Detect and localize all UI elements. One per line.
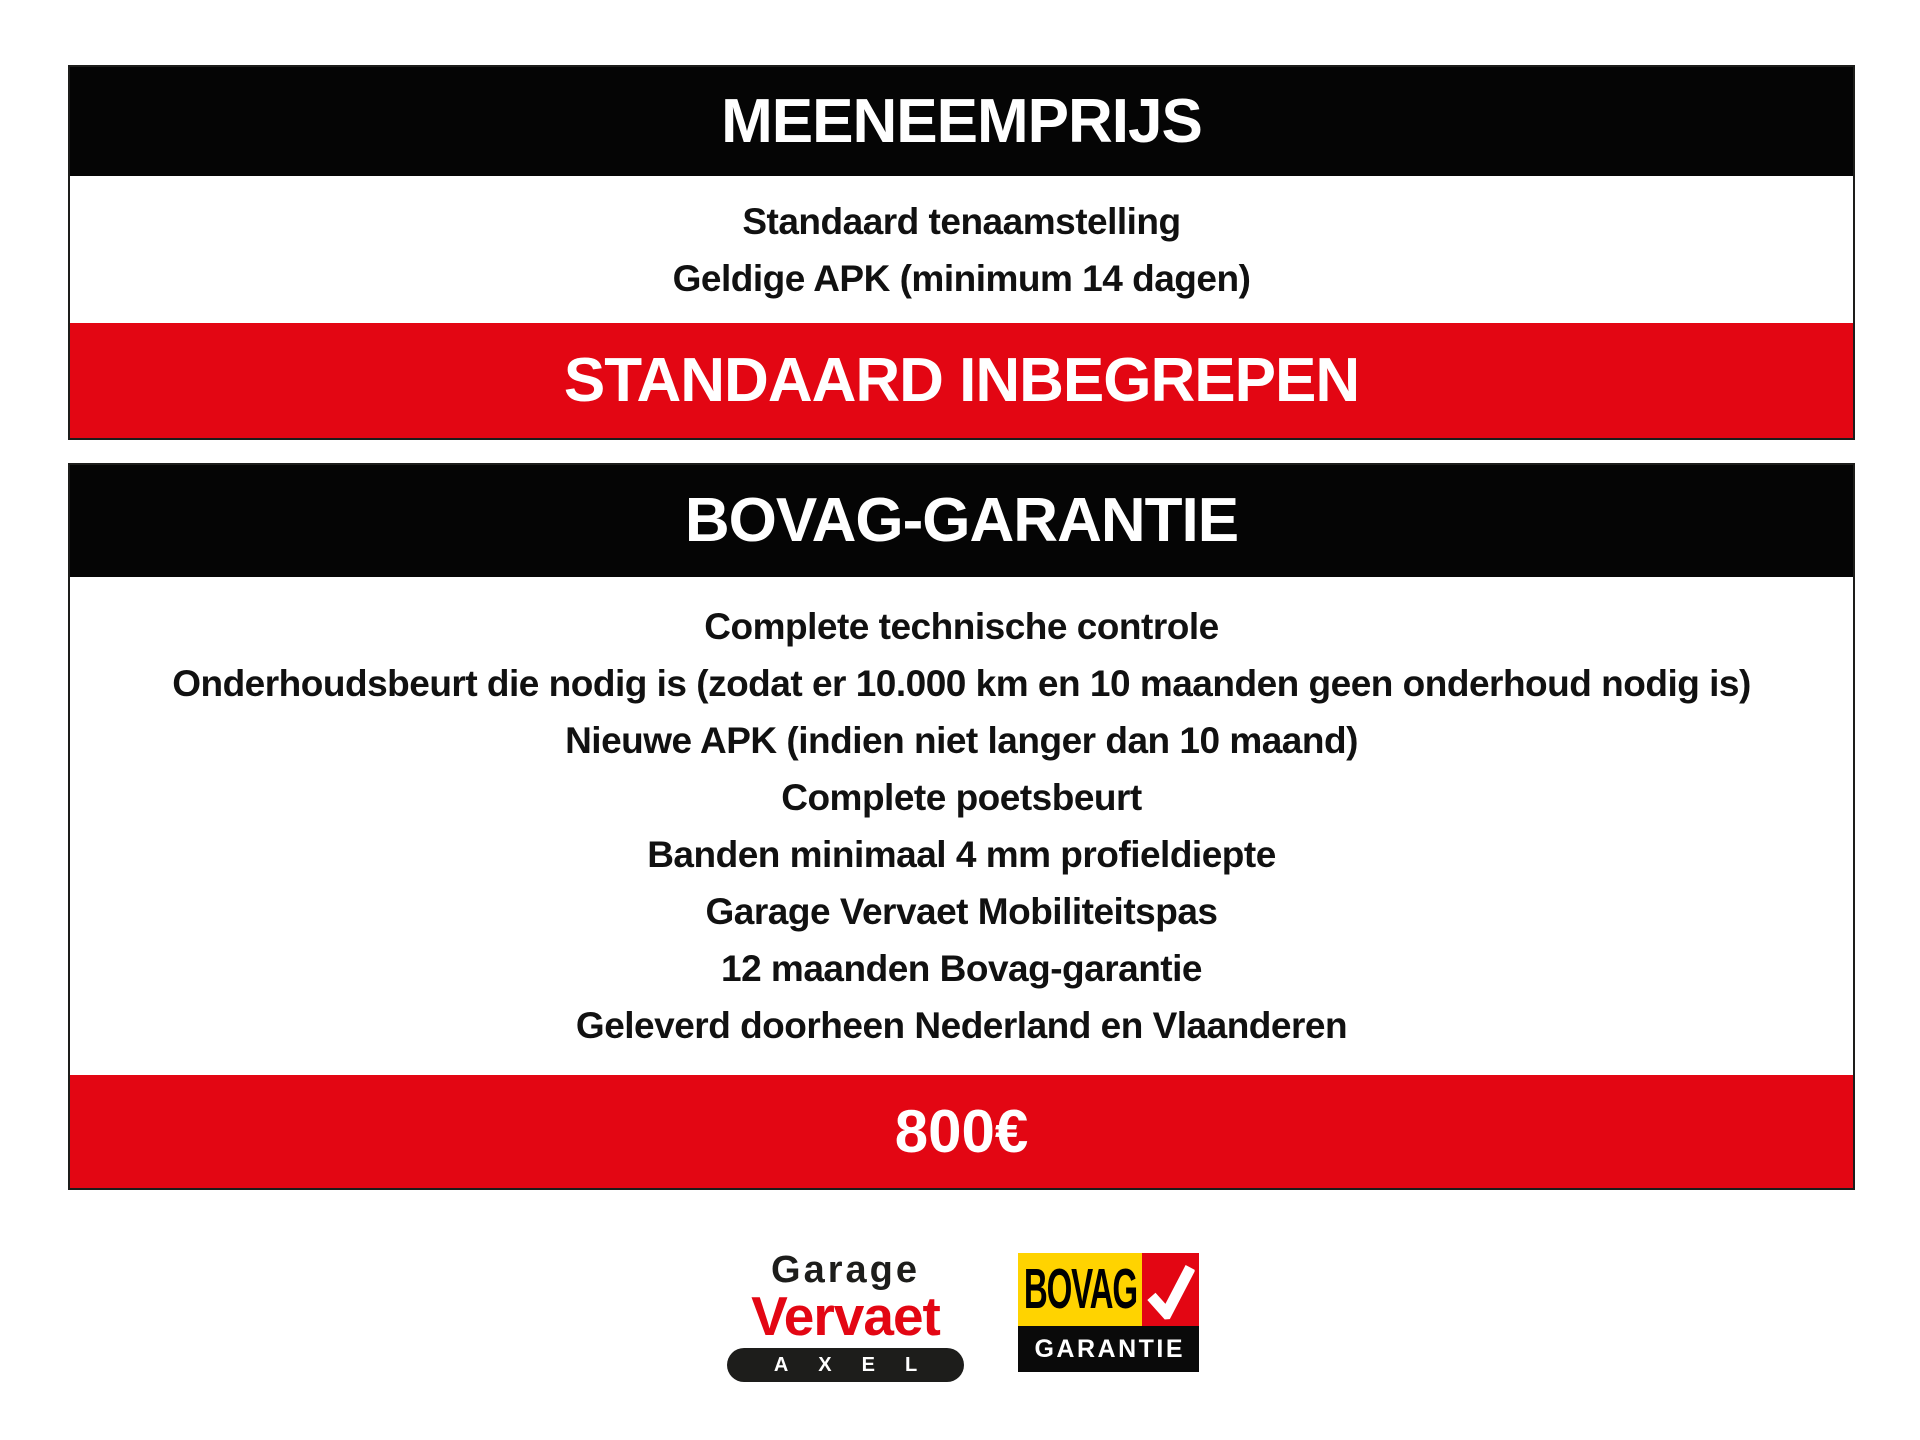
bovag-garantie-block bbox=[68, 463, 1855, 1190]
meeneemprijs-header-bar bbox=[70, 67, 1853, 176]
bovag-logo-yellow-panel bbox=[1018, 1253, 1142, 1326]
check-icon bbox=[1144, 1259, 1198, 1320]
garage-vervaet-logo-line2: Vervaet bbox=[751, 1285, 940, 1347]
bovag-logo-red-panel bbox=[1142, 1253, 1199, 1326]
garage-vervaet-axel-badge: AXEL bbox=[727, 1348, 964, 1382]
meeneemprijs-block bbox=[68, 65, 1855, 440]
standaard-inbegrepen-label: STANDAARD INBEGREPEN bbox=[563, 345, 1360, 415]
bovag-garantie-header-bar bbox=[70, 465, 1853, 577]
standaard-inbegrepen-bar bbox=[70, 323, 1853, 438]
bovag-garantie-caption: GARANTIE bbox=[1018, 1326, 1199, 1372]
garage-vervaet-logo bbox=[727, 1251, 964, 1382]
bovag-garantie-logo bbox=[1018, 1253, 1199, 1372]
list-item: Garage Vervaet Mobiliteitspas bbox=[705, 891, 1218, 932]
bovag-logo-top bbox=[1018, 1253, 1199, 1326]
list-item: Geldige APK (minimum 14 dagen) bbox=[672, 257, 1251, 299]
list-item: Nieuwe APK (indien niet langer dan 10 maand) bbox=[565, 720, 1358, 761]
list-item: Geleverd doorheen Nederland en Vlaanderen bbox=[575, 1005, 1348, 1046]
list-item: Standaard tenaamstelling bbox=[742, 200, 1181, 242]
list-item: Banden minimaal 4 mm profieldiepte bbox=[647, 834, 1276, 875]
bovag-wordmark: BOVAG bbox=[1023, 1257, 1137, 1321]
price-bar bbox=[70, 1075, 1853, 1188]
list-item: Complete poetsbeurt bbox=[781, 777, 1142, 818]
list-item: Onderhoudsbeurt die nodig is (zodat er 10.000 km en 10 maanden geen onderhoud nodig is) bbox=[172, 663, 1751, 704]
bovag-garantie-body bbox=[70, 577, 1853, 1075]
list-item: 12 maanden Bovag-garantie bbox=[721, 948, 1202, 989]
meeneemprijs-title: MEENEEMPRIJS bbox=[721, 86, 1202, 156]
bovag-garantie-title: BOVAG-GARANTIE bbox=[684, 486, 1239, 555]
meeneemprijs-body bbox=[70, 176, 1853, 323]
list-item: Complete technische controle bbox=[704, 606, 1219, 647]
garage-vervaet-logo-line1: Garage bbox=[771, 1249, 920, 1291]
price-text: 800€ bbox=[894, 1097, 1029, 1165]
